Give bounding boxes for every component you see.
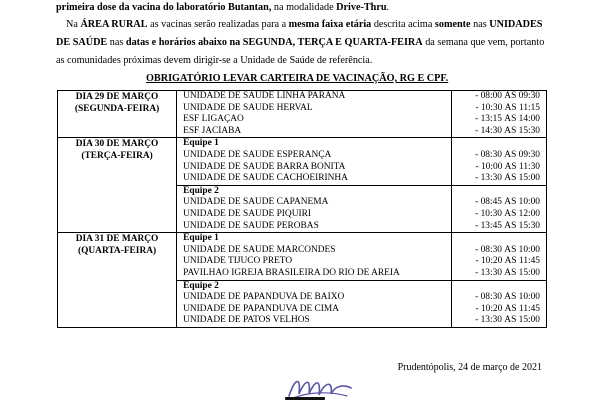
team-label: Equipe 2 [177, 185, 451, 198]
unit-name: UNIDADE TIJUCO PRETO [183, 256, 293, 267]
unit-name: UNIDADE DE PATOS VELHOS [183, 315, 310, 326]
time-range: - 13:30 ÀS 15:00 [475, 315, 540, 326]
unit-name: UNIDADE DE SAÚDE PIQUIRI [183, 208, 311, 219]
intro-text: mesma faixa etária [288, 19, 372, 30]
team-label: Equipe 1 [183, 138, 219, 149]
table-row-day-1 [58, 91, 547, 138]
time-range: - 10:00 ÀS 11:30 [475, 161, 540, 172]
units-cell [177, 233, 452, 328]
units-cell [177, 91, 452, 138]
intro-text: nas [107, 37, 126, 48]
intro-text: DE SAÚDE [56, 37, 108, 48]
time-spacer [452, 233, 546, 245]
unit-name: UNIDADE DE SAÚDE ESPERANÇA [183, 149, 332, 160]
signature-name-cutoff [240, 396, 370, 400]
time-range: - 10:30 ÀS 12:00 [475, 208, 540, 219]
unit-name: UNIDADE DE SAÚDE LINHA PARANÁ [183, 91, 346, 101]
intro-text: descrita acima [371, 19, 435, 30]
intro-text: . [386, 2, 390, 13]
time-spacer [452, 280, 546, 293]
intro-text: Na [66, 19, 81, 30]
intro-text: Drive-Thru [336, 2, 387, 13]
time-range: - 08:45 ÀS 10:00 [475, 197, 540, 208]
times-cell [451, 91, 546, 138]
time-range: - 13:30 ÀS 15:00 [475, 267, 540, 278]
unit-name: UNIDADE DE PAPANDUVA DE BAIXO [183, 292, 345, 303]
times-cell [451, 138, 546, 233]
unit-name: UNIDADE DE SAÚDE BARRA BONITA [183, 161, 346, 172]
time-range: - 13:15 ÀS 14:00 [475, 114, 540, 125]
intro-text: da semana que vem, portanto [422, 37, 545, 48]
day-cell [58, 91, 177, 138]
intro-text: nas [470, 19, 490, 30]
team-label: Equipe 1 [183, 233, 219, 244]
day-weekday: (SEGUNDA-FEIRA) [74, 103, 160, 114]
unit-name: PAVILHÃO IGREJA BRASILEIRA DO RIO DE AREIA [183, 267, 400, 278]
intro-text: somente [434, 19, 471, 30]
intro-line-3 [56, 36, 556, 49]
time-range: - 13:45 ÀS 15:30 [475, 220, 540, 231]
time-range: - 10:30 ÀS 11:15 [475, 102, 540, 113]
day-weekday: (QUARTA-FEIRA) [77, 245, 157, 256]
time-range: - 14:30 ÀS 15:30 [475, 125, 540, 136]
time-range: - 08:30 ÀS 10:00 [475, 292, 540, 303]
unit-name: ESF JACIABA [183, 125, 242, 136]
place-and-date: Prudentópolis, 24 de março de 2021 [397, 362, 542, 373]
unit-name: UNIDADE DE SAÚDE CACHOEIRINHA [183, 173, 348, 184]
intro-text: ÁREA RURAL [80, 19, 148, 30]
notice-text: OBRIGATÓRIO LEVAR CARTEIRA DE VACINAÇÃO, RG E CPF. [146, 73, 449, 84]
unit-name: UNIDADE DE SAÚDE CAPANEMA [183, 197, 329, 208]
unit-name: UNIDADE DE SAÚDE HERVAL [183, 102, 313, 113]
table-row-day-3 [58, 233, 547, 328]
day-weekday: (TERÇA-FEIRA) [81, 150, 153, 161]
time-range: - 08:30 ÀS 10:00 [475, 244, 540, 255]
times-cell [451, 233, 546, 328]
day-date: DIA 29 DE MARÇO [75, 92, 159, 102]
day-date: DIA 30 DE MARÇO [75, 139, 159, 150]
notice-heading [146, 72, 600, 85]
units-cell [177, 138, 452, 233]
intro-line-2 [56, 18, 556, 31]
time-range: - 08:00 ÀS 09:30 [475, 91, 540, 101]
time-range: - 10:20 ÀS 11:45 [475, 303, 540, 314]
time-range: - 10:20 ÀS 11:45 [475, 256, 540, 267]
intro-text: datas e horários abaixo na SEGUNDA, TERÇA E QUARTA-FEIRA [125, 37, 423, 48]
day-cell [58, 138, 177, 233]
intro-text: UNIDADES [489, 19, 543, 30]
unit-name: ESF LIGAÇÃO [183, 114, 244, 125]
intro-text: primeira dose da vacina do laboratório Butantan, [56, 2, 272, 13]
vaccination-schedule-table [57, 90, 547, 328]
unit-name: UNIDADE DE SAÚDE MARCONDES [183, 244, 336, 255]
day-cell [58, 233, 177, 328]
intro-text: na modalidade [271, 2, 337, 13]
time-spacer [452, 138, 546, 150]
intro-text: as vacinas serão realizadas para a [147, 19, 289, 30]
time-spacer [452, 185, 546, 198]
intro-line-1 [56, 1, 556, 14]
table-row-day-2 [58, 138, 547, 233]
day-date: DIA 31 DE MARÇO [75, 234, 159, 245]
time-range: - 13:30 ÀS 15:00 [475, 173, 540, 184]
team-label: Equipe 2 [177, 280, 451, 293]
unit-name: UNIDADE DE SAÚDE PERÓBAS [183, 220, 319, 231]
intro-line-4: as comunidades próximas devem dirigir-se a Unidade de Saúde de referência. [56, 55, 373, 66]
time-range: - 08:30 ÀS 09:30 [475, 149, 540, 160]
unit-name: UNIDADE DE PAPANDUVA DE CIMA [183, 303, 340, 314]
